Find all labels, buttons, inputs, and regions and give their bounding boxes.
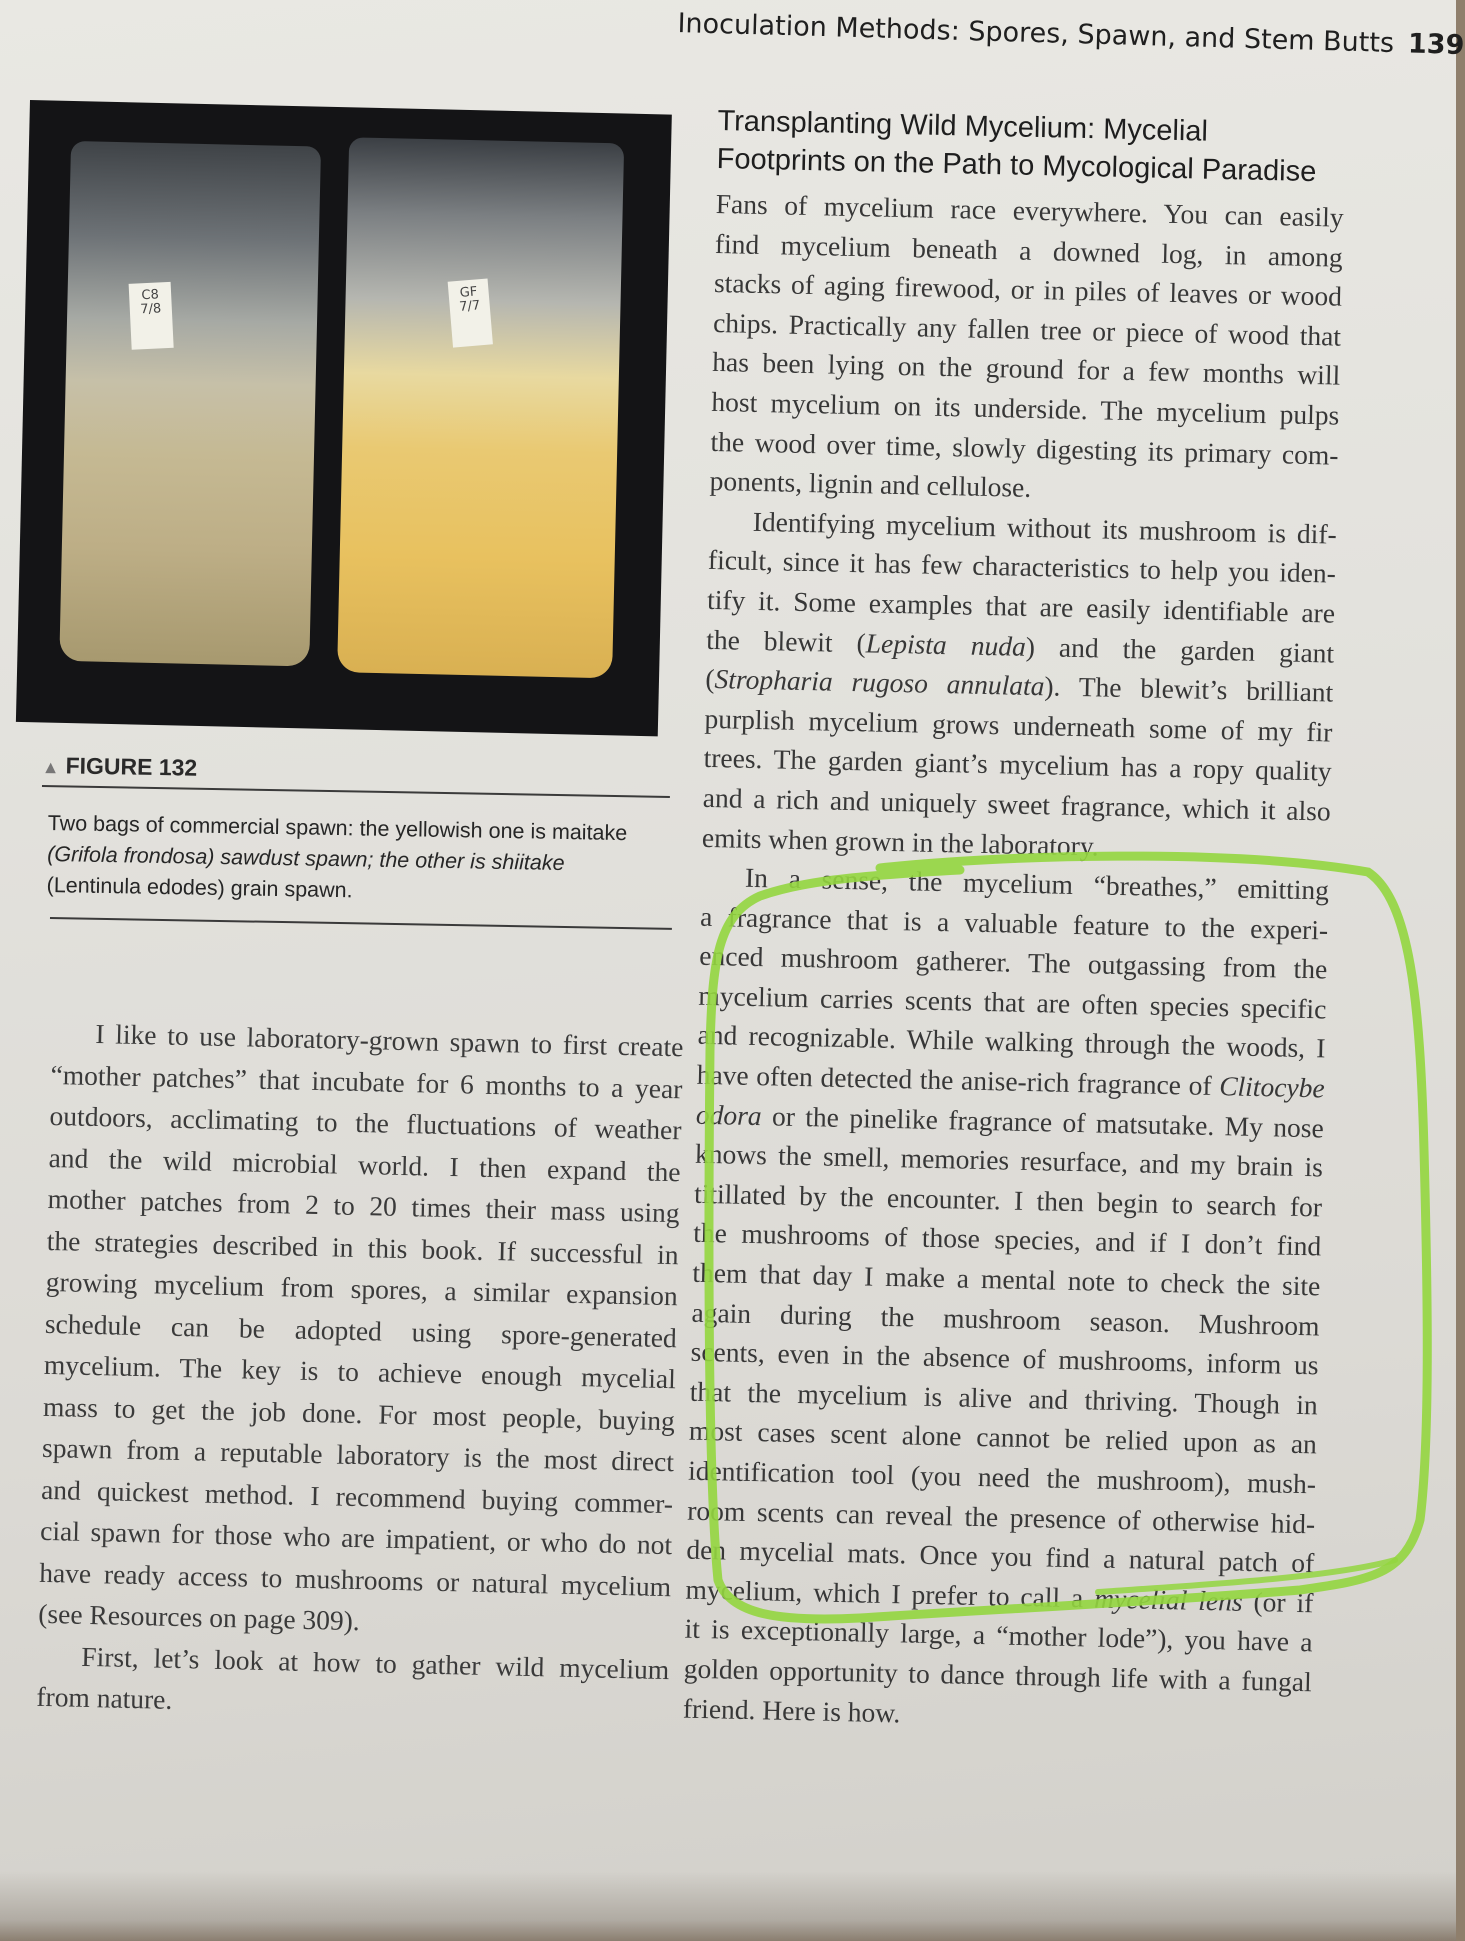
paragraph-spawn <box>38 1012 684 1649</box>
text-line: identification tool (you need the mushroom), mush- <box>687 1454 1317 1500</box>
text-line: cial spawn for those who are impatient, or who do not <box>39 1514 673 1561</box>
text-line: mycelium carries scents that are often species specific <box>698 979 1327 1025</box>
term: mycelial lens <box>1093 1582 1243 1617</box>
latin-name: odora <box>695 1098 762 1131</box>
text-line: growing mycelium from spores, a similar expansion <box>45 1265 679 1312</box>
text-line: mother patches from 2 to 20 times their mass using <box>47 1182 680 1229</box>
text-line: ponents, lignin and cellulose. <box>709 465 1032 504</box>
right-column-text <box>683 102 1346 1741</box>
figure-rule-bottom <box>50 917 672 930</box>
text-run: have often detected the anise-rich fragrance of <box>696 1058 1220 1102</box>
text-line: Fans of mycelium race everywhere. You can easily <box>715 187 1344 233</box>
text-line: and recognizable. While walking through the woods, I <box>697 1019 1326 1064</box>
left-column-text <box>36 1012 684 1732</box>
paragraph-breathes <box>683 857 1330 1742</box>
caption-line: (Grifola frondosa) sawdust spawn; the other is shiitake <box>46 841 565 876</box>
text-line: them that day I make a mental note to check the site <box>692 1256 1321 1302</box>
text-line: trees. The garden giant’s mycelium has a ropy quality <box>703 742 1332 787</box>
text-line: and quickest method. I recommend buying commer- <box>40 1473 674 1519</box>
text-line: mass to get the job done. For most people, buying <box>42 1390 676 1436</box>
section-heading <box>716 102 1346 192</box>
text-line: den mycelial mats. Once you find a natural patch of <box>686 1533 1315 1579</box>
text-line: chips. Practically any fallen tree or piece of wood that <box>712 306 1342 352</box>
text-line: that the mycelium is alive and thriving. Though in <box>689 1375 1319 1421</box>
text-line: First, let’s look at how to gather wild mycelium <box>81 1640 670 1685</box>
text-line: Identifying mycelium without its mushroom is dif- <box>752 505 1338 550</box>
text-line: friend. Here is how. <box>682 1692 901 1728</box>
page-number: 139 <box>1407 28 1465 61</box>
text-line: ficult, since it has few characteristics to help you iden- <box>707 544 1337 589</box>
text-line: golden opportunity to dance through life with a fungal <box>683 1652 1313 1698</box>
running-head <box>677 8 1465 80</box>
text-line: titillated by the encounter. I then begin to search for <box>693 1177 1323 1223</box>
text-run: the blewit ( <box>705 623 867 658</box>
text-run: mycelium, which I prefer to call a <box>685 1573 1095 1614</box>
maitake-spawn-bag <box>337 137 624 678</box>
text-line: scents, even in the absence of mushrooms, inform us <box>690 1335 1319 1381</box>
figure-caption <box>46 808 668 912</box>
caption-line: Two bags of commercial spawn: the yellowish one is maitake <box>47 810 628 846</box>
text-line: enced mushroom gatherer. The outgassing from the <box>699 940 1328 985</box>
text-line: emits when grown in the laboratory. <box>701 821 1100 861</box>
text-line: have ready access to mushrooms or natural mycelium <box>38 1556 672 1602</box>
text-line: purplish mycelium grows underneath some of my fir <box>704 702 1333 748</box>
text-line: the wood over time, slowly digesting its primary com- <box>710 425 1339 471</box>
bag-left-tag: C8 7/8 <box>129 282 174 350</box>
text-line: “mother patches” that incubate for 6 months to a year <box>50 1058 683 1104</box>
text-line: In a sense, the mycelium “breathes,” emitting <box>744 861 1330 906</box>
text-run: ( <box>705 662 715 695</box>
text-line: the strategies described in this book. If successful in <box>46 1224 680 1270</box>
latin-name: Lepista nuda <box>865 626 1027 662</box>
text-line: most cases scent alone cannot be relied upon as an <box>688 1415 1318 1460</box>
text-line: from nature. <box>36 1680 173 1715</box>
bag-right-tag: GF 7/7 <box>448 279 493 348</box>
shiitake-spawn-bag <box>59 141 321 667</box>
text-line: room scents can reveal the presence of otherwise hid- <box>686 1494 1316 1539</box>
text-line: knows the smell, memories resurface, and my brain is <box>694 1138 1324 1183</box>
text-run: ). The blewit’s brilliant <box>1044 670 1334 708</box>
text-line: find mycelium beneath a downed log, in among <box>714 227 1344 273</box>
page-curl-shadow <box>0 1871 1456 1941</box>
text-run: ) and the garden giant <box>1025 630 1335 669</box>
text-line: outdoors, acclimating to the fluctuations of weather <box>49 1099 682 1146</box>
text-line: (see Resources on page 309). <box>38 1597 361 1637</box>
latin-name: Clitocybe <box>1218 1070 1325 1104</box>
text-line: a fragrance that is a valuable feature to the experi- <box>699 900 1329 946</box>
paragraph-gather <box>36 1634 670 1731</box>
text-line: the mushrooms of those species, and if I don’t find <box>692 1217 1322 1262</box>
text-line: again during the mushroom season. Mushroom <box>691 1296 1320 1342</box>
figure-rule-top <box>42 785 670 798</box>
text-run: (or if <box>1242 1585 1314 1619</box>
text-line: stacks of aging firewood, or in piles of leaves or wood <box>713 267 1343 312</box>
text-line: mycelium. The key is to achieve enough mycelial <box>43 1348 677 1395</box>
figure-number: FIGURE 132 <box>65 752 198 781</box>
paragraph-identifying <box>702 501 1338 871</box>
figure-photo <box>16 100 672 736</box>
text-line: host mycelium on its underside. The mycelium pulps <box>711 385 1340 431</box>
text-line: tify it. Some examples that are easily identifiable are <box>706 583 1336 629</box>
text-line: has been lying on the ground for a few months will <box>711 346 1341 392</box>
text-line: schedule can be adopted using spore-generated <box>44 1307 678 1353</box>
triangle-up-icon: ▲ <box>41 756 60 778</box>
paragraph-fans <box>709 184 1344 514</box>
text-line: spawn from a reputable laboratory is the most direct <box>41 1431 675 1478</box>
figure-label <box>42 752 198 782</box>
text-line: and a rich and uniquely sweet fragrance, which it also <box>702 781 1332 827</box>
caption-line: (Lentinula edodes) grain spawn. <box>46 872 353 903</box>
heading-line: Footprints on the Path to Mycological Paradise <box>716 142 1317 189</box>
running-head-title: Inoculation Methods: Spores, Spawn, and Stem Butts <box>677 8 1395 59</box>
text-line: I like to use laboratory-grown spawn to first create <box>95 1017 684 1063</box>
text-run: or the pinelike fragrance of matsutake. My nose <box>761 1099 1325 1144</box>
text-line: it is exceptionally large, a “mother lode”), you have a <box>684 1613 1313 1658</box>
text-line: and the wild microbial world. I then expand the <box>48 1141 681 1187</box>
latin-name: Stropharia rugoso annulata <box>714 663 1045 702</box>
heading-line: Transplanting Wild Mycelium: Mycelial <box>717 104 1209 148</box>
